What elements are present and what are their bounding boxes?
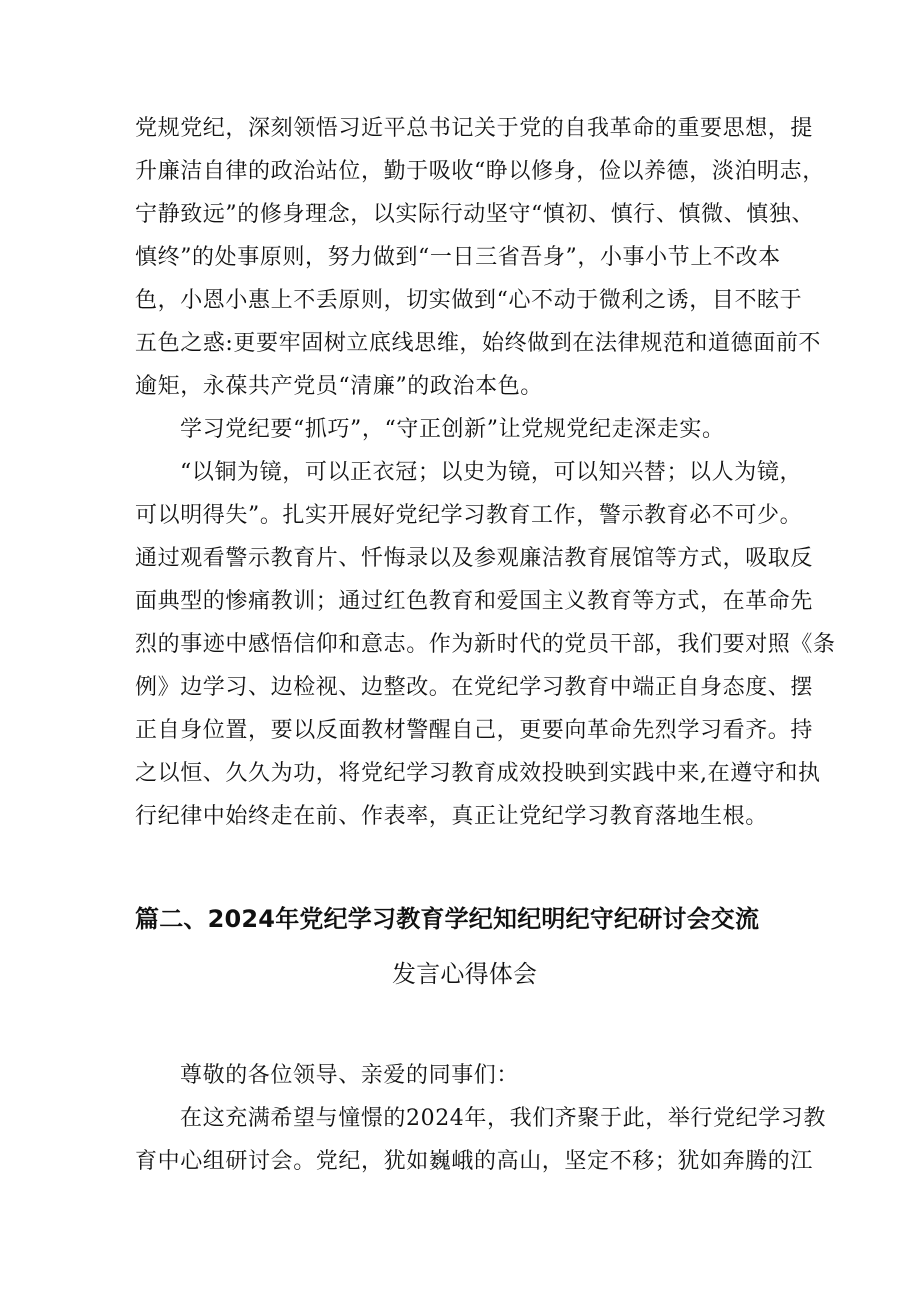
text-line: 育中心组研讨会。党纪，犹如巍峨的高山，坚定不移；犹如奔腾的江 [135,1149,814,1174]
text-line: 五色之惑:更要牢固树立底线思维，始终做到在法律规范和道德面前不 [135,331,822,356]
text-line: 色，小恩小惠上不丢原则，切实做到“心不动于微利之诱，目不眩于 [135,288,803,313]
text-line: 正自身位置，要以反面教材警醒自己，更要向革命先烈学习看齐。持 [135,718,814,743]
text-line: 烈的事迹中感悟信仰和意志。作为新时代的党员干部，我们要对照《条 [135,632,836,657]
text-line: 升廉洁自律的政治站位，勤于吸收“睁以修身，俭以养德，淡泊明志， [135,159,825,184]
text-line: 例》边学习、边检视、边整改。在党纪学习教育中端正自身态度、摆 [135,675,814,700]
text-line: 逾矩，永葆共产党员“清廉”的政治本色。 [135,374,543,399]
text-line: 慎终”的处事原则，努力做到“一日三省吾身”，小事小节上不改本 [135,245,781,270]
text-line: 在这充满希望与憧憬的2024年，我们齐聚于此，举行党纪学习教 [180,1106,826,1131]
text-line: “以铜为镜，可以正衣冠；以史为镜，可以知兴替；以人为镜， [180,460,803,485]
text-line: 可以明得失”。扎实开展好党纪学习教育工作，警示教育必不可少。 [135,503,803,528]
text-line: 通过观看警示教育片、忏悔录以及参观廉洁教育展馆等方式，吸取反 [135,546,814,571]
text-line: 面典型的惨痛教训；通过红色教育和爱国主义教育等方式，在革命先 [135,589,814,614]
text-line: 之以恒、久久为功，将党纪学习教育成效投映到实践中来,在遵守和执 [135,761,821,786]
text-line: 行纪律中始终走在前、作表率，真正让党纪学习教育落地生根。 [135,804,768,829]
text-line: 党规党纪，深刻领悟习近平总书记关于党的自我革命的重要思想，提 [135,116,814,141]
section-heading-line-1: 篇二、2024年党纪学习教育学纪知纪明纪守纪研讨会交流 [135,905,760,933]
section-heading-line-2: 发言心得体会 [392,960,538,988]
text-line: 尊敬的各位领导、亲爱的同事们： [180,1063,520,1088]
text-line: 学习党纪要“抓巧”，“守正创新”让党规党纪走深走实。 [180,417,725,442]
text-line: 宁静致远”的修身理念，以实际行动坚守“慎初、慎行、慎微、慎独、 [135,202,815,227]
